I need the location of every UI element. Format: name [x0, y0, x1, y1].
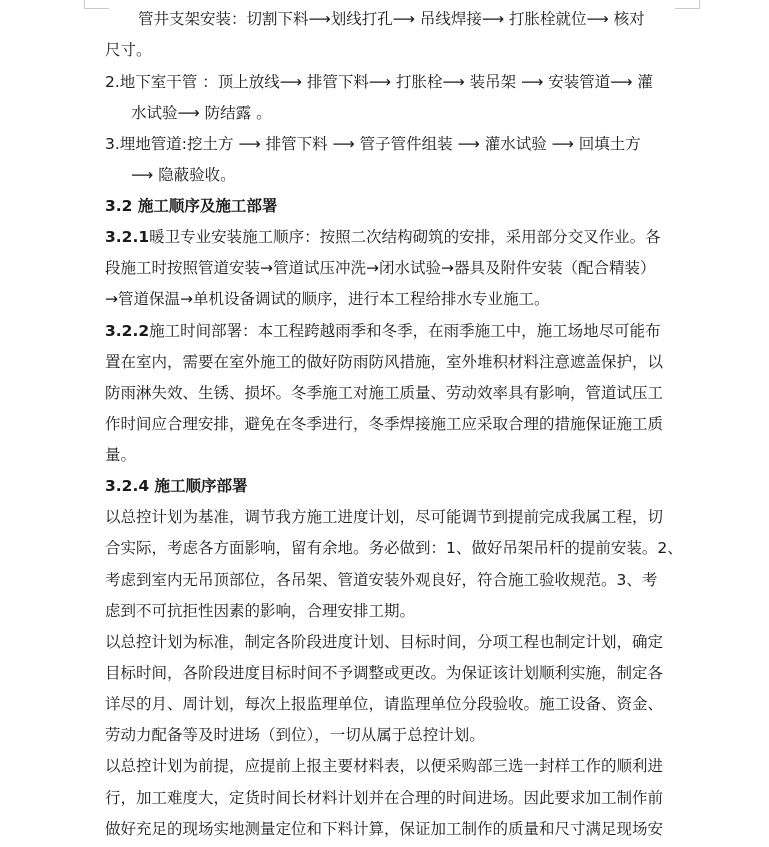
page-corner-mark-left — [84, 0, 109, 9]
text-line: 以总控计划为前提，应提前上报主要材料表，以便采购部三选一封样工作的顺利进 — [105, 757, 664, 775]
text-line: 做好充足的现场实地测量定位和下料计算，保证加工制作的质量和尺寸满足现场安 — [105, 820, 664, 838]
text-line: 虑到不可抗拒性因素的影响，合理安排工期。 — [105, 602, 416, 620]
text-line: 劳动力配备等及时进场（到位），一切从属于总控计划。 — [105, 726, 485, 744]
subsection-number: 3.2.1 — [105, 228, 150, 246]
text-line: 3.埋地管道:挖土方 ⟶ 排管下料 ⟶ 管子管件组装 ⟶ 灌水试验 ⟶ 回填土方 — [105, 135, 641, 153]
text-line: 详尽的月、周计划，每次上报监理单位，请监理单位分段验收。施工设备、资金、 — [105, 695, 664, 713]
text-line: 作时间应合理安排，避免在冬季进行，冬季焊接施工应采取合理的措施保证施工质 — [105, 415, 664, 433]
text-line: 以总控计划为基准，调节我方施工进度计划，尽可能调节到提前完成我属工程，切 — [105, 508, 664, 526]
text-line: 水试验⟶ 防结露 。 — [131, 104, 272, 122]
section-heading: 3.2.4 施工顺序部署 — [105, 477, 248, 495]
text-line: 目标时间，各阶段进度目标时间不予调整或更改。为保证该计划顺利实施，制定各 — [105, 664, 664, 682]
text-line: 合实际，考虑各方面影响，留有余地。务必做到：1、做好吊架吊杆的提前安装。2、 — [105, 539, 683, 557]
text-line: 尺寸。 — [105, 41, 152, 59]
text-line: ⟶ 隐蔽验收。 — [131, 166, 236, 184]
subsection-number: 3.2.2 — [105, 322, 150, 340]
text-line: →管道保温→单机设备调试的顺序，进行本工程给排水专业施工。 — [105, 290, 550, 308]
text-line: 置在室内，需要在室外施工的做好防雨防风措施，室外堆积材料注意遮盖保护，以 — [105, 353, 664, 371]
section-heading: 3.2 施工顺序及施工部署 — [105, 197, 278, 215]
text-line: 行，加工难度大，定货时间长材料计划并在合理的时间进场。因此要求加工制作前 — [105, 789, 664, 807]
text-line: 防雨淋失效、生锈、损坏。冬季施工对施工质量、劳动效率具有影响，管道试压工 — [105, 384, 664, 402]
text-line: 量。 — [105, 446, 137, 464]
text-line: 3.2.2施工时间部署：本工程跨越雨季和冬季，在雨季施工中，施工场地尽可能布 — [105, 322, 661, 340]
text-line: 以总控计划为标准，制定各阶段进度计划、目标时间，分项工程也制定计划，确定 — [105, 633, 664, 651]
text-line: 段施工时按照管道安装→管道试压冲洗→闭水试验→器具及附件安装（配合精装） — [105, 259, 656, 277]
text-line: 考虑到室内无吊顶部位，各吊架、管道安装外观良好，符合施工验收规范。3、考 — [105, 571, 658, 589]
text-line: 管井支架安装：切割下料⟶划线打孔⟶ 吊线焊接⟶ 打胀栓就位⟶ 核对 — [138, 10, 645, 28]
text-line: 3.2.1暖卫专业安装施工顺序：按照二次结构砌筑的安排，采用部分交叉作业。各 — [105, 228, 661, 246]
text-line: 2.地下室干管 ：顶上放线⟶ 排管下料⟶ 打胀栓⟶ 装吊架 ⟶ 安装管道⟶ 灌 — [105, 73, 653, 91]
